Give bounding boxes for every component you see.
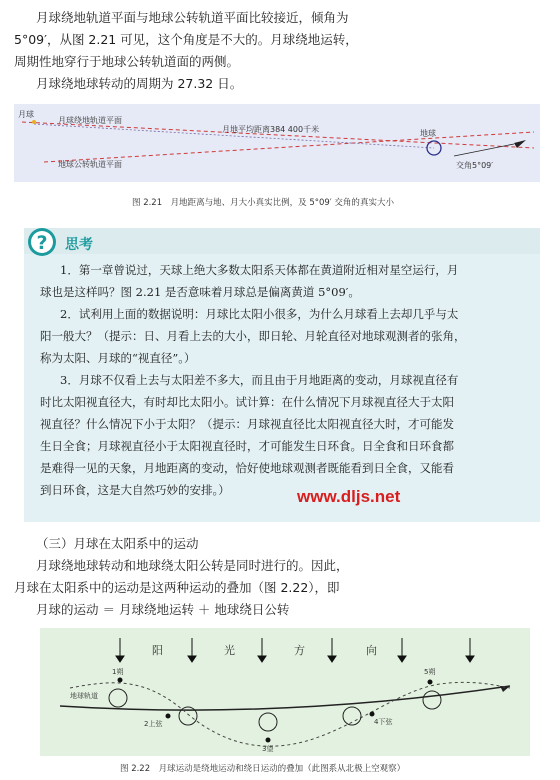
paragraph-line: 周期性地穿行于地球公转轨道面的两侧。 (14, 54, 240, 69)
formula: 月球的运动 ＝ 月球绕地运转 ＋ 地球绕日公转 (36, 602, 290, 617)
think-line: 2．试利用上面的数据说明：月球比太阳小很多，为什么月球看上去却几乎与太 (60, 307, 459, 321)
label-angle: 交角5°09′ (456, 161, 494, 170)
label-orbit: 地球轨道 (70, 692, 98, 700)
watermark-link[interactable]: www.dljs.net (297, 487, 401, 506)
sun-char: 光 (224, 644, 235, 657)
label-phase: 5朔 (424, 668, 436, 676)
figure-caption: 图 2.22 月球运动是绕地运动和绕日运动的叠加（此图系从北极上空观察） (120, 764, 406, 774)
section-heading: （三）月球在太阳系中的运动 (36, 536, 199, 551)
think-line: 到日环食，这是大自然巧妙的安排。） (40, 483, 230, 497)
think-title: 思考 (65, 237, 93, 253)
label-moon: 月球 (18, 110, 34, 119)
sun-char: 阳 (152, 644, 163, 657)
label-phase: 2上弦 (144, 720, 163, 728)
paragraph-line: 月球绕地球转动的周期为 27.32 日。 (36, 76, 243, 91)
think-line: 是难得一见的天象，月地距离的变动，恰好使地球观测者既能看到日全食，又能看 (40, 461, 454, 475)
label-phase: 3望 (262, 745, 274, 753)
figure-2-21 (14, 104, 540, 182)
sun-char: 方 (294, 644, 305, 657)
think-line: 阳一般大？（提示：日、月看上去的大小，即日轮、月轮直径对地球观测者的张角， (40, 329, 466, 343)
moon-position (370, 712, 375, 717)
label-distance: 月地平均距离384 400千米 (222, 125, 320, 134)
think-line: 视直径？什么情况下小于太阳？（提示：月球视直径比太阳视直径大时，才可能发 (40, 417, 454, 431)
think-line: 称为太阳、月球的“视直径”。） (40, 351, 196, 365)
label-earth-orbit: 地球公转轨道平面 (58, 160, 122, 169)
figure-caption: 图 2.21 月地距离与地、月大小真实比例，及 5°09′ 交角的真实大小 (132, 198, 394, 208)
think-line: 球也是这样吗？图 2.21 是否意味着月球总是偏离黄道 5°09′。 (40, 285, 360, 299)
think-line: 3．月球不仅看上去与太阳差不多大，而且由于月地距离的变动，月球视直径有 (60, 373, 459, 387)
question-mark-icon (24, 226, 60, 258)
label-phase: 4下弦 (374, 718, 393, 726)
think-line: 时比太阳视直径大，有时却比太阳小。试计算：在什么情况下月球视直径大于太阳 (40, 395, 454, 409)
label-moon-orbit: 月球绕地轨道平面 (58, 116, 122, 125)
moon-position (428, 680, 433, 685)
paragraph-line: 月球绕地球转动和地球绕太阳公转是同时进行的。因此， (36, 558, 349, 573)
svg-text:?: ? (36, 232, 48, 254)
figure-2-22 (40, 628, 530, 756)
moon-dot (32, 120, 36, 124)
paragraph-line: 月球绕地轨道平面与地球公转轨道平面比较接近，倾角为 (36, 10, 349, 25)
label-earth: 地球 (420, 129, 436, 138)
think-line: 1．第一章曾说过，天球上绝大多数太阳系天体都在黄道附近相对星空运行，月 (60, 263, 459, 277)
label-phase: 1朔 (112, 668, 124, 676)
moon-position (118, 678, 123, 683)
paragraph-line: 月球在太阳系中的运动是这两种运动的叠加（图 2.22），即 (14, 580, 340, 595)
think-header (24, 228, 540, 254)
think-line: 生日全食；月球视直径小于太阳视直径时，才可能发生日环食。日全食和日环食都 (40, 439, 454, 453)
moon-position (266, 738, 271, 743)
moon-position (166, 714, 171, 719)
paragraph-line: 5°09′，从图 2.21 可见，这个角度是不大的。月球绕地运转， (14, 32, 358, 47)
sun-char: 向 (366, 644, 377, 657)
